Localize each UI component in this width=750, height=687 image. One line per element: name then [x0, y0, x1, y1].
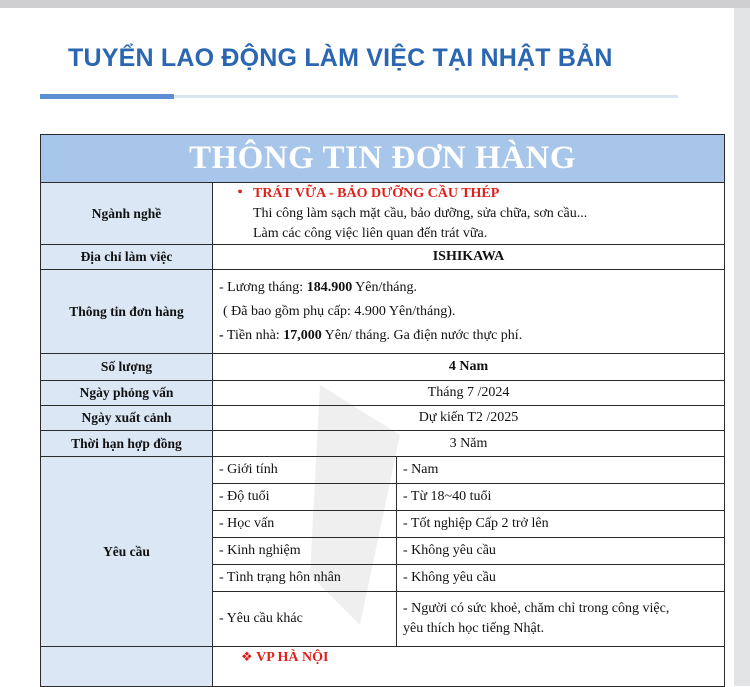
table-row-xuat-canh — [41, 406, 725, 431]
heading-underline — [174, 95, 678, 98]
luong-amount: 184.900 — [306, 279, 353, 295]
yeu-cau-key: - Kinh nghiệm — [213, 538, 397, 565]
tien-nha-prefix: Tiền nhà: — [223, 327, 284, 343]
yeu-cau-key: - Học vấn — [213, 511, 397, 538]
hop-dong-value: 3 Năm — [213, 431, 725, 457]
phong-van-value: Tháng 7 /2024 — [213, 381, 725, 406]
yeu-cau-value: - Từ 18~40 tuổi — [397, 484, 725, 511]
table-title: THÔNG TIN ĐƠN HÀNG — [41, 135, 725, 183]
viewer-top-bar — [0, 0, 750, 8]
yeu-cau-value: - Tốt nghiệp Cấp 2 trở lên — [397, 511, 725, 538]
yeu-cau-key: - Giới tính — [213, 457, 397, 484]
table-row-nganh-nghe — [41, 183, 725, 245]
table-row-thong-tin — [41, 270, 725, 354]
diamond-icon: ❖ — [241, 649, 253, 664]
tien-nha-amount: 17,000 — [283, 327, 322, 343]
table-row-dia-chi — [41, 245, 725, 270]
yeu-cau-value: - Nam — [397, 457, 725, 484]
nganh-nghe-line2: Làm các công việc liên quan đến trát vữa. — [253, 226, 488, 241]
luong-prefix: - Lương tháng: — [219, 279, 307, 295]
order-info-table — [40, 134, 725, 687]
xuat-canh-label: Ngày xuất cảnh — [41, 406, 213, 431]
yeu-cau-key: - Yêu cầu khác — [213, 592, 397, 647]
yeu-cau-khac-line1: - Người có sức khoẻ, chăm chỉ trong công việc, — [403, 601, 670, 616]
thong-tin-value — [213, 270, 725, 354]
table-row-hop-dong — [41, 431, 725, 457]
yeu-cau-value: - Không yêu cầu — [397, 538, 725, 565]
hop-dong-label: Thời hạn hợp đồng — [41, 431, 213, 457]
phong-van-label: Ngày phỏng vấn — [41, 381, 213, 406]
page-heading: TUYỂN LAO ĐỘNG LÀM VIỆC TẠI NHẬT BẢN — [68, 44, 613, 72]
nganh-nghe-label: Ngành nghề — [41, 183, 213, 245]
yeu-cau-key: - Độ tuổi — [213, 484, 397, 511]
nganh-nghe-value — [213, 183, 725, 245]
nganh-nghe-title: TRÁT VỮA - BẢO DƯỠNG CẦU THÉP — [253, 186, 500, 201]
tien-nha-suffix: Yên/ tháng. Ga điện nước thực phí. — [321, 327, 523, 343]
so-luong-value: 4 Nam — [213, 354, 725, 381]
footer-office-name: VP HÀ NỘI — [256, 650, 329, 665]
thong-tin-label: Thông tin đơn hàng — [41, 270, 213, 354]
table-row-phong-van — [41, 381, 725, 406]
luong-suffix: Yên/tháng. — [352, 279, 418, 295]
dia-chi-value: ISHIKAWA — [213, 245, 725, 270]
tien-nha-dash: - — [219, 327, 224, 343]
yeu-cau-value — [397, 592, 725, 647]
footer-value — [213, 647, 725, 687]
table-row — [41, 457, 725, 484]
yeu-cau-key: - Tình trạng hôn nhân — [213, 565, 397, 592]
bullet-icon: • — [237, 184, 243, 201]
viewer-scroll-edge[interactable] — [734, 8, 750, 686]
table-row-so-luong — [41, 354, 725, 381]
yeu-cau-khac-line2: yêu thích học tiếng Nhật. — [403, 621, 545, 636]
yeu-cau-label: Yêu cầu — [41, 457, 213, 647]
phu-cap-line: ( Đã bao gồm phụ cấp: 4.900 Yên/tháng). — [223, 303, 456, 319]
heading-underline-accent — [40, 94, 174, 99]
footer-label — [41, 647, 213, 687]
dia-chi-label: Địa chỉ làm việc — [41, 245, 213, 270]
yeu-cau-value: - Không yêu cầu — [397, 565, 725, 592]
xuat-canh-value: Dự kiến T2 /2025 — [213, 406, 725, 431]
table-row-footer — [41, 647, 725, 687]
so-luong-label: Số lượng — [41, 354, 213, 381]
nganh-nghe-line1: Thi công làm sạch mặt cầu, bảo dưỡng, sửa chữa, sơn cầu... — [253, 206, 588, 221]
